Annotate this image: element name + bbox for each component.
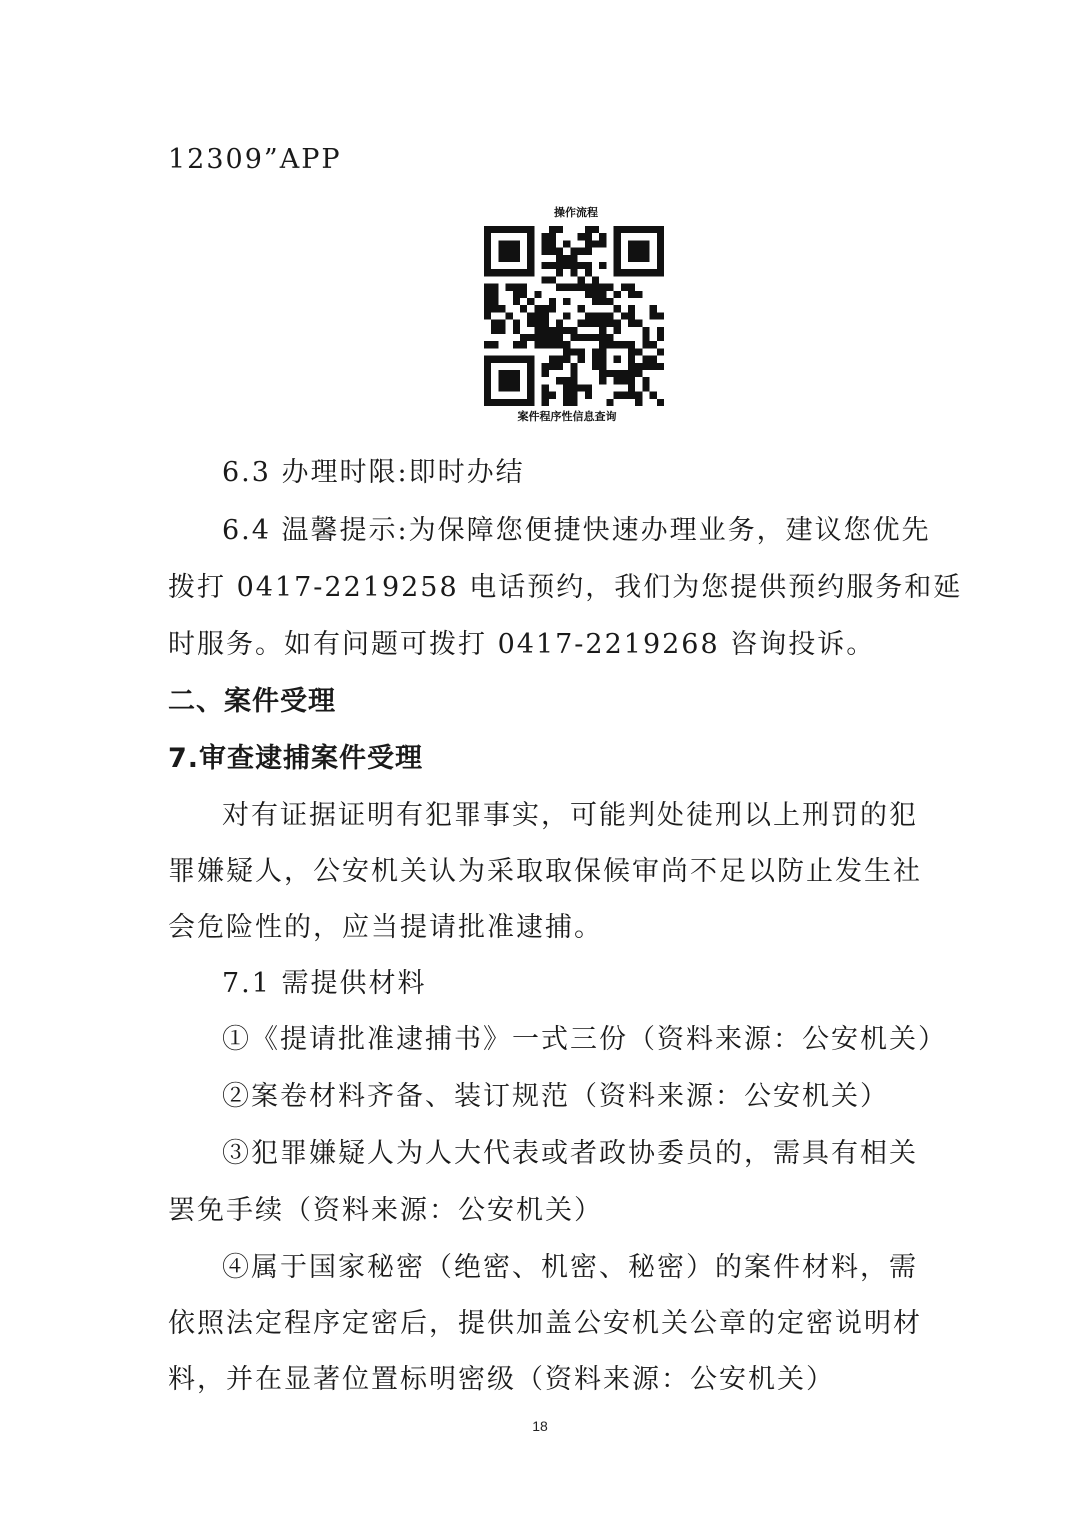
- continued-text-fragment: 12309”APP: [168, 144, 342, 175]
- material-4-line-3: 料，并在显著位置标明密级（资料来源：公安机关）: [168, 1364, 835, 1395]
- material-1: ①《提请批准逮捕书》一式三份（资料来源：公安机关）: [222, 1024, 947, 1055]
- material-3-line-1: ③犯罪嫌疑人为人大代表或者政协委员的，需具有相关: [222, 1138, 918, 1169]
- material-3-line-2: 罢免手续（资料来源：公安机关）: [168, 1195, 603, 1226]
- qr-code-block: [478, 198, 674, 430]
- section-6-4-line-2: 拨打 0417-2219258 电话预约，我们为您提供预约服务和延: [168, 572, 963, 603]
- material-4-line-2: 依照法定程序定密后，提供加盖公安机关公章的定密说明材: [168, 1308, 922, 1339]
- paragraph-7-line-3: 会危险性的，应当提请批准逮捕。: [168, 912, 603, 943]
- paragraph-7-line-2: 罪嫌疑人，公安机关认为采取取保候审尚不足以防止发生社: [168, 856, 922, 887]
- section-7-1: 7.1 需提供材料: [222, 968, 427, 999]
- heading-case-acceptance: 二、案件受理: [168, 686, 336, 717]
- page-number: 18: [532, 1418, 548, 1434]
- section-6-4-line-1: 6.4 温馨提示:为保障您便捷快速办理业务，建议您优先: [222, 515, 931, 546]
- qr-title: 操作流程: [554, 206, 598, 219]
- paragraph-7-line-1: 对有证据证明有犯罪事实，可能判处徒刑以上刑罚的犯: [222, 800, 918, 831]
- section-6-4-line-3: 时服务。如有问题可拨打 0417-2219268 咨询投诉。: [168, 629, 876, 660]
- qr-caption: 案件程序性信息查询: [517, 410, 617, 423]
- heading-7: 7.审查逮捕案件受理: [168, 743, 424, 774]
- qr-code-image: [484, 226, 664, 406]
- section-6-3: 6.3 办理时限:即时办结: [222, 457, 525, 488]
- material-4-line-1: ④属于国家秘密（绝密、机密、秘密）的案件材料，需: [222, 1252, 918, 1283]
- material-2: ②案卷材料齐备、装订规范（资料来源：公安机关）: [222, 1081, 889, 1112]
